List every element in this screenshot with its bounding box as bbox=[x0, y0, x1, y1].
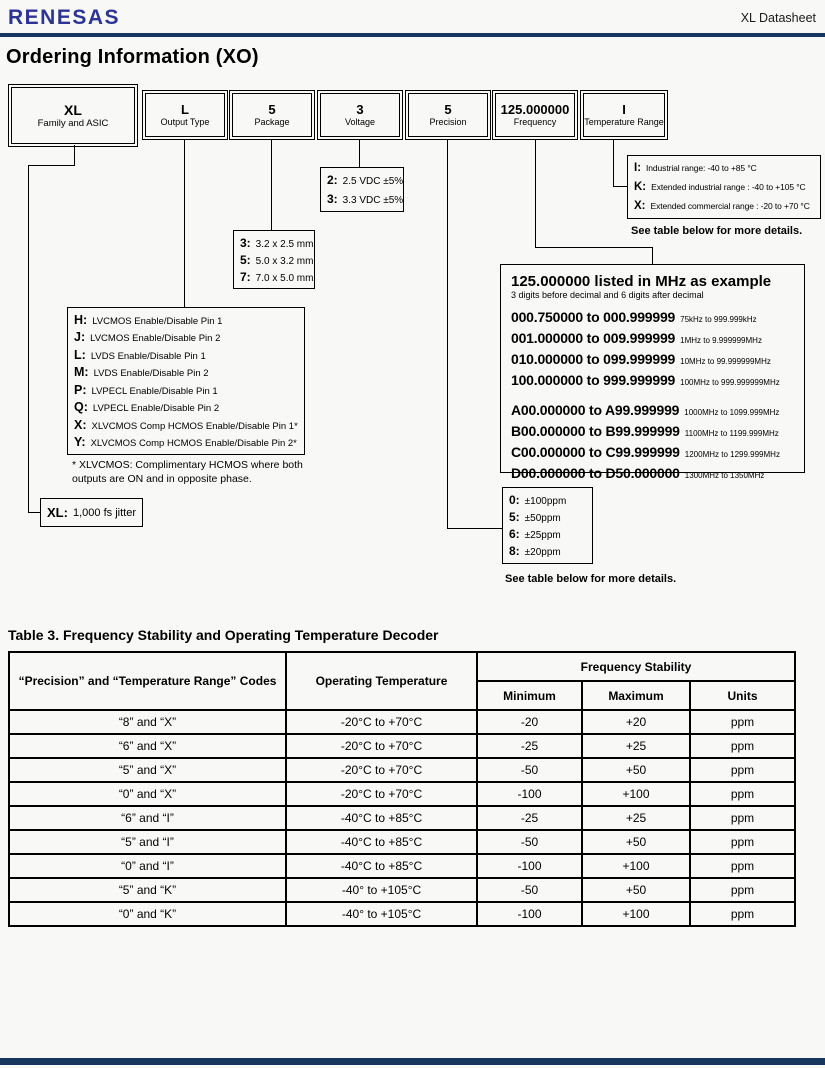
table-cell: ppm bbox=[690, 878, 795, 902]
frequency-range-note: 1000MHz to 1099.999MHz bbox=[684, 408, 780, 417]
pn-label-precision: Precision bbox=[429, 117, 467, 127]
pn-box-family bbox=[8, 84, 138, 147]
table-cell: “6” and “I” bbox=[9, 806, 286, 830]
table-cell: -50 bbox=[477, 758, 582, 782]
table-cell: +50 bbox=[582, 878, 690, 902]
table-cell: -100 bbox=[477, 902, 582, 926]
connector-precision-h bbox=[447, 528, 502, 529]
code-key: 6: bbox=[509, 527, 520, 542]
code-key: H: bbox=[74, 312, 88, 327]
table3-title: Table 3. Frequency Stability and Operating Temperature Decoder bbox=[8, 627, 439, 643]
document-title: XL Datasheet bbox=[740, 11, 816, 25]
frequency-range-note: 1200MHz to 1299.999MHz bbox=[684, 450, 780, 459]
connector-package bbox=[271, 139, 272, 230]
pn-code-temperature: I bbox=[622, 102, 626, 117]
pn-box-frequency bbox=[492, 90, 578, 140]
table-cell: -20 bbox=[477, 710, 582, 734]
frequency-range-row bbox=[511, 371, 794, 392]
temperature-note: See table below for more details. bbox=[631, 225, 803, 237]
code-desc: LVDS Enable/Disable Pin 1 bbox=[90, 350, 206, 362]
page-title: Ordering Information (XO) bbox=[6, 46, 259, 68]
pn-label-temperature: Temperature Range bbox=[584, 117, 664, 127]
pn-box-package bbox=[229, 90, 315, 140]
code-desc: ±100ppm bbox=[524, 495, 567, 507]
table-cell: ppm bbox=[690, 902, 795, 926]
pn-label-package: Package bbox=[254, 117, 290, 127]
pn-box-voltage bbox=[317, 90, 403, 140]
table-cell: “5” and “I” bbox=[9, 830, 286, 854]
code-key: M: bbox=[74, 365, 89, 380]
table-cell: +50 bbox=[582, 830, 690, 854]
frequency-rows-low bbox=[511, 308, 794, 392]
table-cell: “5” and “K” bbox=[9, 878, 286, 902]
code-desc: ±50ppm bbox=[524, 512, 561, 524]
col-header-minimum: Minimum bbox=[477, 681, 582, 710]
col-header-units: Units bbox=[690, 681, 795, 710]
table-cell: “6” and “X” bbox=[9, 734, 286, 758]
table-cell: -25 bbox=[477, 734, 582, 758]
code-item bbox=[74, 418, 298, 432]
col-header-codes: “Precision” and “Temperature Range” Codes bbox=[9, 652, 286, 710]
table-cell: -20°C to +70°C bbox=[286, 782, 477, 806]
code-key: 7: bbox=[240, 269, 251, 284]
frequency-rows-high bbox=[511, 401, 794, 485]
connector-voltage bbox=[359, 139, 360, 167]
pn-box-output-type bbox=[142, 90, 228, 140]
frequency-range-row bbox=[511, 329, 794, 350]
code-desc: 5.0 x 3.2 mm bbox=[255, 255, 314, 267]
table-cell: +50 bbox=[582, 758, 690, 782]
code-key: 3: bbox=[327, 191, 338, 206]
code-item bbox=[509, 510, 586, 524]
code-item bbox=[74, 400, 298, 414]
table-cell: ppm bbox=[690, 854, 795, 878]
precision-decoder-box bbox=[502, 487, 593, 564]
pn-code-frequency: 125.000000 bbox=[500, 102, 570, 117]
table-cell: -40°C to +85°C bbox=[286, 830, 477, 854]
code-item bbox=[240, 235, 314, 250]
table3-header-row-1 bbox=[9, 652, 795, 681]
code-key: Y: bbox=[74, 435, 86, 450]
frequency-range-row bbox=[511, 401, 794, 422]
code-key: Q: bbox=[74, 400, 88, 415]
package-decoder-box bbox=[233, 230, 315, 289]
code-key: K: bbox=[634, 180, 647, 193]
table-cell: ppm bbox=[690, 782, 795, 806]
frequency-range: 100.000000 to 999.999999 bbox=[511, 372, 676, 388]
frequency-range: 001.000000 to 009.999999 bbox=[511, 330, 676, 346]
code-desc: 2.5 VDC ±5% bbox=[342, 176, 404, 188]
code-desc: ±25ppm bbox=[524, 530, 561, 542]
frequency-range-note: 1MHz to 9.999999MHz bbox=[680, 336, 762, 345]
code-key: 3: bbox=[240, 235, 251, 250]
frequency-range-note: 1300MHz to 1350MHz bbox=[684, 471, 765, 480]
precision-note: See table below for more details. bbox=[505, 573, 677, 585]
pn-box-package-inner bbox=[232, 93, 312, 137]
code-key: 2: bbox=[327, 173, 338, 188]
pn-box-temperature-inner bbox=[583, 93, 665, 137]
code-key: I: bbox=[634, 162, 642, 175]
table3-body bbox=[9, 710, 795, 926]
code-item bbox=[509, 544, 586, 558]
table-row bbox=[9, 806, 795, 830]
frequency-rows-gap bbox=[511, 392, 794, 401]
table-cell: “0” and “I” bbox=[9, 854, 286, 878]
table-cell: -100 bbox=[477, 854, 582, 878]
table-cell: -40° to +105°C bbox=[286, 878, 477, 902]
table-cell: ppm bbox=[690, 806, 795, 830]
table-row bbox=[9, 902, 795, 926]
table-row bbox=[9, 734, 795, 758]
family-key: XL: bbox=[47, 505, 68, 520]
code-desc: LVPECL Enable/Disable Pin 1 bbox=[91, 385, 218, 397]
code-desc: LVDS Enable/Disable Pin 2 bbox=[93, 368, 209, 380]
table-cell: -40°C to +85°C bbox=[286, 854, 477, 878]
code-key: 5: bbox=[240, 252, 251, 267]
pn-label-family: Family and ASIC bbox=[37, 117, 109, 129]
family-desc: 1,000 fs jitter bbox=[73, 506, 136, 519]
pn-label-frequency: Frequency bbox=[513, 117, 557, 127]
frequency-range: C00.000000 to C99.999999 bbox=[511, 444, 680, 460]
code-item bbox=[327, 191, 404, 206]
temperature-decoder-box bbox=[627, 155, 821, 219]
pn-label-output-type: Output Type bbox=[160, 117, 210, 127]
frequency-box-title: 125.000000 listed in MHz as example bbox=[511, 273, 772, 290]
header-rule bbox=[0, 33, 825, 37]
pn-box-temperature bbox=[580, 90, 668, 140]
code-item bbox=[74, 383, 298, 397]
pn-box-frequency-inner bbox=[495, 93, 575, 137]
table-cell: -20°C to +70°C bbox=[286, 710, 477, 734]
code-key: L: bbox=[74, 347, 86, 362]
table-cell: ppm bbox=[690, 710, 795, 734]
code-key: P: bbox=[74, 382, 87, 397]
frequency-range-row bbox=[511, 443, 794, 464]
frequency-range-row bbox=[511, 422, 794, 443]
code-item bbox=[509, 527, 586, 541]
code-desc: XLVCMOS Comp HCMOS Enable/Disable Pin 1* bbox=[91, 420, 298, 432]
code-desc: Extended industrial range : -40 to +105 °C bbox=[651, 181, 806, 192]
code-desc: Industrial range: -40 to +85 °C bbox=[646, 163, 757, 174]
code-item bbox=[509, 493, 586, 507]
code-item bbox=[74, 330, 298, 344]
code-item bbox=[74, 435, 298, 449]
frequency-range: B00.000000 to B99.999999 bbox=[511, 423, 680, 439]
output-type-footnote: * XLVCMOS: Complimentary HCMOS where both outputs are ON and in opposite phase. bbox=[72, 459, 303, 485]
code-key: J: bbox=[74, 330, 86, 345]
table3 bbox=[8, 651, 796, 927]
code-item bbox=[634, 162, 814, 174]
table-row bbox=[9, 782, 795, 806]
code-desc: ±20ppm bbox=[524, 547, 561, 559]
frequency-range: A00.000000 to A99.999999 bbox=[511, 402, 680, 418]
connector-output-type bbox=[184, 139, 185, 307]
table-cell: “0” and “K” bbox=[9, 902, 286, 926]
table-cell: -40° to +105°C bbox=[286, 902, 477, 926]
pn-code-voltage: 3 bbox=[356, 102, 364, 117]
table-cell: +25 bbox=[582, 734, 690, 758]
connector-precision-v bbox=[447, 139, 448, 528]
table-cell: -50 bbox=[477, 878, 582, 902]
table-cell: +100 bbox=[582, 902, 690, 926]
renesas-logo: RENESAS bbox=[8, 6, 121, 29]
code-desc: 3.3 VDC ±5% bbox=[342, 194, 404, 206]
table-cell: “0” and “X” bbox=[9, 782, 286, 806]
code-item bbox=[74, 365, 298, 379]
frequency-decoder-box bbox=[500, 264, 805, 481]
code-desc: 3.2 x 2.5 mm bbox=[255, 238, 314, 250]
code-desc: Extended commercial range : -20 to +70 °C bbox=[650, 200, 810, 211]
table-cell: “8” and “X” bbox=[9, 710, 286, 734]
connector-temperature-v bbox=[613, 139, 614, 186]
code-item bbox=[240, 269, 314, 284]
frequency-range: D00.000000 to D50.000000 bbox=[511, 465, 680, 481]
frequency-range-note: 100MHz to 999.999999MHz bbox=[680, 378, 780, 387]
table-row bbox=[9, 758, 795, 782]
output-type-decoder-box bbox=[67, 307, 305, 455]
frequency-range-note: 10MHz to 99.999999MHz bbox=[680, 357, 771, 366]
connector-frequency-v2 bbox=[652, 247, 653, 265]
code-item bbox=[634, 200, 814, 212]
code-desc: LVCMOS Enable/Disable Pin 2 bbox=[90, 333, 221, 345]
code-key: 5: bbox=[509, 509, 520, 524]
connector-family-v2 bbox=[28, 165, 29, 513]
table-cell: +100 bbox=[582, 782, 690, 806]
code-item bbox=[634, 181, 814, 193]
frequency-range-note: 1100MHz to 1199.999MHz bbox=[684, 429, 779, 438]
table-row bbox=[9, 878, 795, 902]
connector-family-v1 bbox=[74, 145, 75, 166]
pn-code-precision: 5 bbox=[444, 102, 452, 117]
code-desc: LVPECL Enable/Disable Pin 2 bbox=[92, 403, 220, 415]
table-cell: +25 bbox=[582, 806, 690, 830]
table-cell: +20 bbox=[582, 710, 690, 734]
table-cell: -100 bbox=[477, 782, 582, 806]
family-decoder-box bbox=[40, 498, 143, 527]
code-desc: 7.0 x 5.0 mm bbox=[255, 272, 314, 284]
table-cell: +100 bbox=[582, 854, 690, 878]
code-key: 0: bbox=[509, 492, 520, 507]
pn-label-voltage: Voltage bbox=[344, 117, 376, 127]
table-row bbox=[9, 830, 795, 854]
table-cell: -40°C to +85°C bbox=[286, 806, 477, 830]
code-desc: LVCMOS Enable/Disable Pin 1 bbox=[92, 315, 223, 327]
table-cell: ppm bbox=[690, 758, 795, 782]
code-item bbox=[240, 252, 314, 267]
table-cell: “5” and “X” bbox=[9, 758, 286, 782]
frequency-range-note: 75kHz to 999.999kHz bbox=[680, 315, 757, 324]
code-item bbox=[327, 173, 404, 188]
code-desc: XLVCMOS Comp HCMOS Enable/Disable Pin 2* bbox=[90, 438, 297, 450]
pn-code-family: XL bbox=[64, 101, 82, 118]
frequency-range: 000.750000 to 000.999999 bbox=[511, 309, 676, 325]
pn-code-output-type: L bbox=[181, 102, 189, 117]
table-cell: -50 bbox=[477, 830, 582, 854]
frequency-range-row bbox=[511, 464, 794, 485]
frequency-box-subtitle: 3 digits before decimal and 6 digits after decimal bbox=[511, 290, 704, 300]
connector-frequency-v1 bbox=[535, 139, 536, 247]
table-cell: -25 bbox=[477, 806, 582, 830]
connector-temperature-h bbox=[613, 186, 628, 187]
table-row bbox=[9, 710, 795, 734]
pn-box-output-type-inner bbox=[145, 93, 225, 137]
table-row bbox=[9, 854, 795, 878]
code-item bbox=[74, 313, 298, 327]
frequency-range-row bbox=[511, 350, 794, 371]
pn-box-family-inner bbox=[11, 87, 135, 144]
code-key: 8: bbox=[509, 544, 520, 559]
frequency-range: 010.000000 to 099.999999 bbox=[511, 351, 676, 367]
col-header-operating-temperature: Operating Temperature bbox=[286, 652, 477, 710]
table-cell: -20°C to +70°C bbox=[286, 734, 477, 758]
table-cell: ppm bbox=[690, 734, 795, 758]
pn-box-voltage-inner bbox=[320, 93, 400, 137]
footer-rule bbox=[0, 1058, 825, 1065]
code-key: X: bbox=[74, 417, 87, 432]
connector-frequency-h bbox=[535, 247, 653, 248]
connector-family-h1 bbox=[28, 165, 75, 166]
col-header-frequency-stability: Frequency Stability bbox=[477, 652, 795, 681]
table3-head bbox=[9, 652, 795, 710]
code-key: X: bbox=[634, 199, 646, 212]
pn-code-package: 5 bbox=[268, 102, 276, 117]
table-cell: ppm bbox=[690, 830, 795, 854]
frequency-range-row bbox=[511, 308, 794, 329]
table-cell: -20°C to +70°C bbox=[286, 758, 477, 782]
voltage-decoder-box bbox=[320, 167, 404, 212]
col-header-maximum: Maximum bbox=[582, 681, 690, 710]
code-item bbox=[74, 348, 298, 362]
pn-box-precision bbox=[405, 90, 491, 140]
pn-box-precision-inner bbox=[408, 93, 488, 137]
